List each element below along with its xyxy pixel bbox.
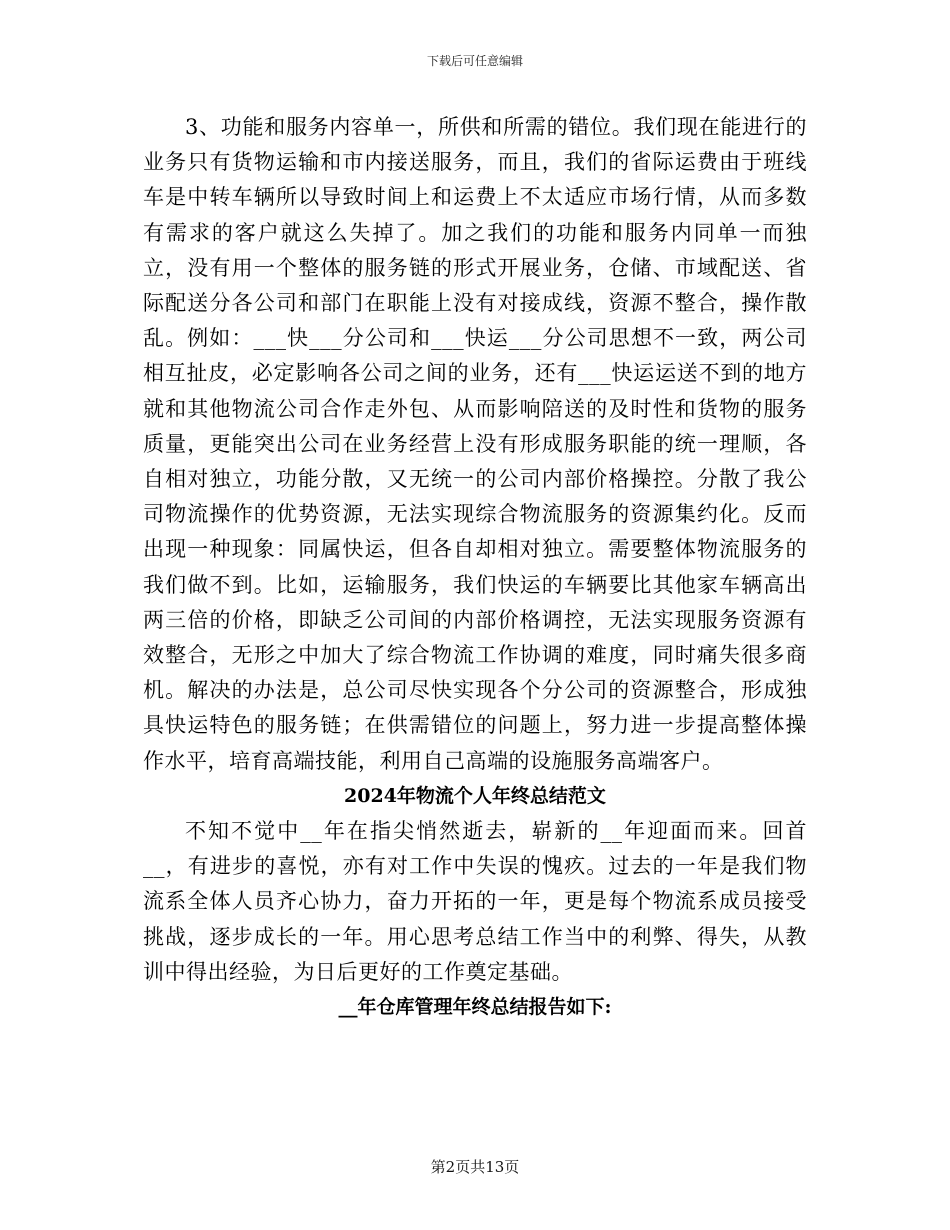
- document-body: [143, 110, 807, 1025]
- page-header: 下载后可任意编辑: [426, 54, 523, 68]
- page-footer: 第2页共13页: [430, 1158, 520, 1176]
- body-paragraph: 3、功能和服务内容单一，所供和所需的错位。我们现在能进行的业务只有货物运输和市内接送服务，而且，我们的省际运费由于班线车是中转车辆所以导致时间上和运费上不太适应市场行情，从而多数有需求的客户就这么失掉了。加之我们的功能和服务内同单一而独立，没有用一个整体的服务链的形式开展业务，仓储、市域配送、省际配送分各公司和部门在职能上没有对接成线，资源不整合，操作散乱。例如：___快___分公司和___快运___分公司思想不一致，两公司相互扯皮，必定影响各公司之间的业务，还有___快运运送不到的地方就和其他物流公司合作走外包、从而影响陪送的及时性和货物的服务质量，更能突出公司在业务经营上没有形成服务职能的统一理顺，各自相对独立，功能分散，又无统一的公司内部价格操控。分散了我公司物流操作的优势资源，无法实现综合物流服务的资源集约化。反而出现一种现象：同属快运，但各自却相对独立。需要整体物流服务的我们做不到。比如，运输服务，我们快运的车辆要比其他家车辆高出两三倍的价格，即缺乏公司间的内部价格调控，无法实现服务资源有效整合，无形之中加大了综合物流工作协调的难度，同时痛失很多商机。解决的办法是，总公司尽快实现各个分公司的资源整合，形成独具快运特色的服务链；在供需错位的问题上，努力进一步提高整体操作水平，培育高端技能，利用自己高端的设施服务高端客户。: [143, 115, 807, 773]
- section-heading: __年仓库管理年终总结报告如下:: [338, 996, 612, 1019]
- section-heading: 2024年物流个人年终总结范文: [344, 784, 606, 807]
- body-paragraph: 不知不觉中__年在指尖悄然逝去，崭新的__年迎面而来。回首__，有进步的喜悦，亦有对工作中失误的愧疚。过去的一年是我们物流系全体人员齐心协力，奋力开拓的一年，更是每个物流系成员接受挑战，逐步成长的一年。用心思考总结工作当中的利弊、得失，从教训中得出经验，为日后更好的工作奠定基础。: [143, 819, 807, 984]
